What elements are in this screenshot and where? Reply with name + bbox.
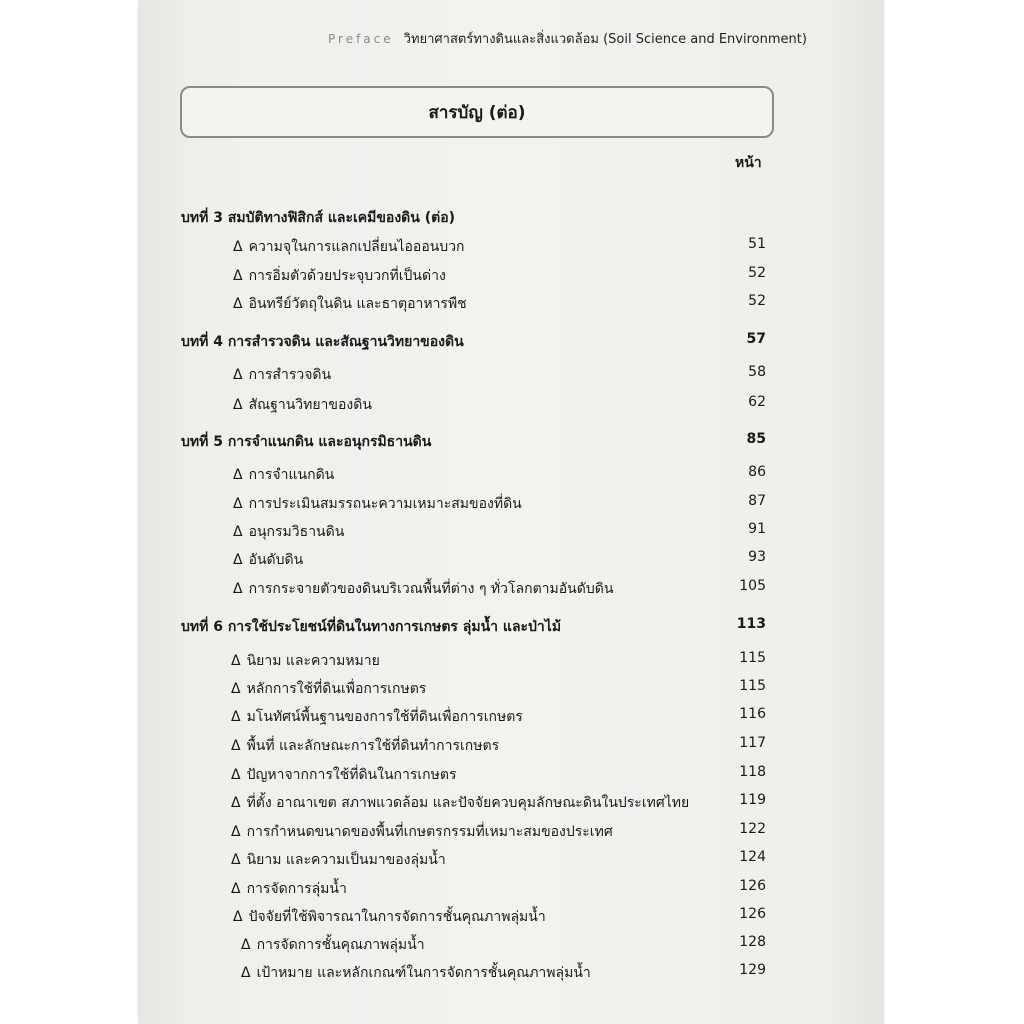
toc-item: Δ การจำแนกดิน [233, 467, 335, 483]
toc-item: Δ อนุกรมวิธานดิน [233, 524, 345, 540]
triangle-icon: Δ [233, 367, 243, 383]
triangle-icon: Δ [233, 496, 243, 512]
triangle-icon: Δ [231, 709, 241, 725]
toc-item: Δ ความจุในการแลกเปลี่ยนไอออนบวก [233, 239, 465, 255]
toc-page-number: 58 [748, 364, 766, 380]
toc-chapter: บทที่ 5 การจำแนกดิน และอนุกรมิธานดิน [181, 434, 432, 450]
triangle-icon: Δ [233, 296, 243, 312]
running-header [328, 28, 807, 49]
toc-page-number: 87 [748, 493, 766, 509]
toc-item: Δ การจัดการชั้นคุณภาพลุ่มน้ำ [241, 937, 425, 953]
toc-page-number: 122 [739, 821, 766, 837]
toc-page-number: 105 [739, 578, 766, 594]
toc-page-number: 62 [748, 394, 766, 410]
toc-item: Δ พื้นที่ และลักษณะการใช้ที่ดินทำการเกษตร [231, 738, 500, 754]
toc-page-number: 126 [739, 878, 766, 894]
toc-page-number: 118 [739, 764, 766, 780]
book-title: วิทยาศาสตร์ทางดินและสิ่งแวดล้อม (Soil Science and Environment) [403, 32, 807, 47]
triangle-icon: Δ [233, 581, 243, 597]
toc-page-number: 85 [746, 431, 766, 447]
toc-page-number: 93 [748, 549, 766, 565]
toc-chapter: บทที่ 3 สมบัติทางฟิสิกส์ และเคมีของดิน (ต่อ) [181, 210, 456, 226]
toc-page-number: 129 [739, 962, 766, 978]
toc-page-number: 115 [739, 650, 766, 666]
triangle-icon: Δ [231, 852, 241, 868]
toc-item: Δ นิยาม และความเป็นมาของลุ่มน้ำ [231, 852, 446, 868]
triangle-icon: Δ [233, 397, 243, 413]
triangle-icon: Δ [233, 239, 243, 255]
toc-page-number: 52 [748, 265, 766, 281]
triangle-icon: Δ [233, 552, 243, 568]
toc-page-number: 113 [736, 616, 766, 632]
triangle-icon: Δ [231, 738, 241, 754]
toc-chapter: บทที่ 4 การสำรวจดิน และสัณฐานวิทยาของดิน [181, 334, 464, 350]
toc-page-number: 86 [748, 464, 766, 480]
toc-item: Δ การกระจายตัวของดินบริเวณพื้นที่ต่าง ๆ ทั่วโลกตามอันดับดิน [233, 581, 614, 597]
triangle-icon: Δ [241, 937, 251, 953]
toc-item: Δ อันดับดิน [233, 552, 304, 568]
toc-page-number: 117 [739, 735, 766, 751]
triangle-icon: Δ [233, 909, 243, 925]
triangle-icon: Δ [231, 767, 241, 783]
triangle-icon: Δ [233, 467, 243, 483]
triangle-icon: Δ [241, 965, 251, 981]
toc-chapter: บทที่ 6 การใช้ประโยชน์ที่ดินในทางการเกษตร ลุ่มน้ำ และป่าไม้ [181, 619, 562, 635]
triangle-icon: Δ [233, 524, 243, 540]
toc-title: สารบัญ (ต่อ) [428, 102, 526, 123]
toc-page-number: 128 [739, 934, 766, 950]
toc-item: Δ การจัดการลุ่มน้ำ [231, 881, 347, 897]
triangle-icon: Δ [231, 681, 241, 697]
toc-page-number: 124 [739, 849, 766, 865]
preface-label: Preface [328, 32, 394, 46]
toc-item: Δ มโนทัศน์พื้นฐานของการใช้ที่ดินเพื่อการเกษตร [231, 709, 523, 725]
toc-page-number: 126 [739, 906, 766, 922]
triangle-icon: Δ [231, 653, 241, 669]
toc-item: Δ การกำหนดขนาดของพื้นที่เกษตรกรรมที่เหมาะสมของประเทศ [231, 824, 613, 840]
triangle-icon: Δ [231, 824, 241, 840]
toc-item: Δ การสำรวจดิน [233, 367, 332, 383]
toc-page-number: 116 [739, 706, 766, 722]
toc-page-number: 91 [748, 521, 766, 537]
toc-page-number: 57 [746, 331, 766, 347]
toc-item: Δ สัณฐานวิทยาของดิน [233, 397, 372, 413]
toc-item: Δ อินทรีย์วัตถุในดิน และธาตุอาหารพืช [233, 296, 467, 312]
toc-item: Δ เป้าหมาย และหลักเกณฑ์ในการจัดการชั้นคุณภาพลุ่มน้ำ [241, 965, 591, 981]
toc-item: Δ ปัญหาจากการใช้ที่ดินในการเกษตร [231, 767, 457, 783]
toc-item: Δ นิยาม และความหมาย [231, 653, 380, 669]
toc-page-number: 51 [748, 236, 766, 252]
triangle-icon: Δ [231, 795, 241, 811]
triangle-icon: Δ [233, 268, 243, 284]
toc-item: Δ ปัจจัยที่ใช้พิจารณาในการจัดการชั้นคุณภาพลุ่มน้ำ [233, 909, 546, 925]
toc-item: Δ หลักการใช้ที่ดินเพื่อการเกษตร [231, 681, 427, 697]
toc-item: Δ การประเมินสมรรถนะความเหมาะสมของที่ดิน [233, 496, 522, 512]
toc-page-number: 52 [748, 293, 766, 309]
toc-title-box [180, 86, 774, 138]
toc-item: Δ ที่ตั้ง อาณาเขต สภาพแวดล้อม และปัจจัยควบคุมลักษณะดินในประเทศไทย [231, 795, 690, 811]
toc-page-number: 119 [739, 792, 766, 808]
page-column-label: หน้า [735, 155, 762, 171]
toc-item: Δ การอิ่มตัวด้วยประจุบวกที่เป็นด่าง [233, 268, 446, 284]
toc-page-number: 115 [739, 678, 766, 694]
triangle-icon: Δ [231, 881, 241, 897]
